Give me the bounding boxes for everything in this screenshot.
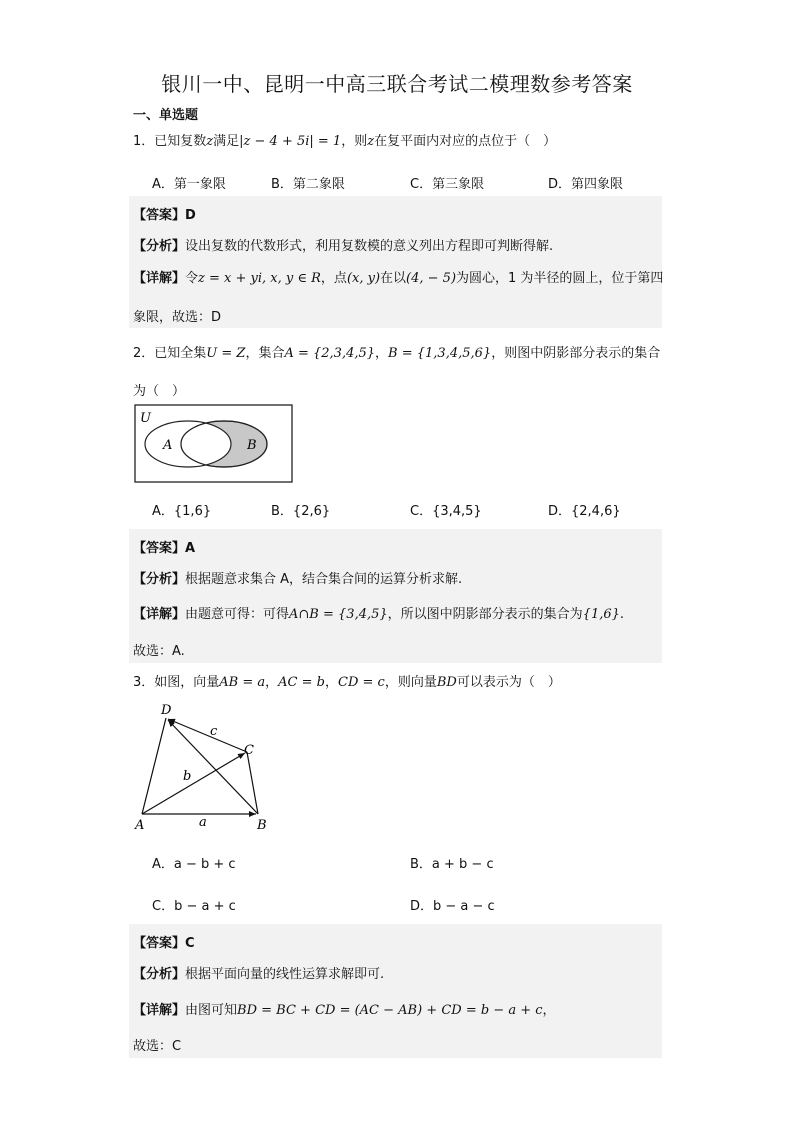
q1-stem-a: 1．已知复数 (133, 134, 207, 149)
vector-label-b: b (183, 769, 192, 784)
q1-analysis: 【分析】设出复数的代数形式，利用复数模的意义列出方程即可判断得解. (133, 239, 554, 254)
q2-detail-line2: 故选：A. (133, 644, 185, 659)
q2-analysis: 【分析】根据题意求集合 A，结合集合间的运算分析求解. (133, 572, 463, 587)
q3-option-c: C．b − a + c (152, 899, 236, 914)
q2-option-a: A．{1,6} (152, 504, 212, 519)
q1-option-b: B．第二象限 (271, 177, 345, 192)
q1-stem-b: 满足 (213, 134, 240, 149)
point-label-a: A (135, 818, 145, 833)
venn-diagram (133, 403, 295, 485)
q3-answer: 【答案】C (133, 936, 195, 951)
page-title: 银川一中、昆明一中高三联合考试二模理数参考答案 (161, 72, 633, 96)
point-label-c: C (244, 743, 254, 758)
q2-stem: 2．已知全集U = Z，集合A = {2,3,4,5}，B = {1,3,4,5,6}，则图中阴影部分表示的集合 (133, 346, 661, 361)
q2-option-d: D．{2,4,6} (548, 504, 621, 519)
vector-label-a: a (199, 815, 207, 830)
q3-option-b: B．a + b − c (410, 857, 494, 872)
q1-equation: |z − 4 + 5i| = 1 (239, 134, 342, 149)
q3-stem: 3．如图，向量AB = a，AC = b，CD = c，则向量BD可以表示为（ ） (133, 675, 561, 690)
q3-option-a: A．a − b + c (152, 857, 236, 872)
q1-option-d: D．第四象限 (548, 177, 624, 192)
q1-stem-c: ，则 (341, 134, 368, 149)
point-label-b: B (257, 818, 267, 833)
point-label-d: D (161, 703, 172, 718)
q1-detail: 【详解】令z = x + yi, x, y ∈ R，点(x, y)在以(4, − 5)为圆心，1 为半径的圆上，位于第四 (133, 271, 664, 286)
q2-solution-box (129, 529, 662, 663)
q3-option-d: D．b − a − c (410, 899, 495, 914)
q1-detail-line2: 象限，故选：D (133, 310, 222, 325)
q1-option-c: C．第三象限 (410, 177, 485, 192)
q2-option-b: B．{2,6} (271, 504, 331, 519)
q2-option-c: C．{3,4,5} (410, 504, 482, 519)
venn-label-u: U (140, 411, 151, 426)
q2-stem-line2: 为（ ） (133, 384, 186, 399)
q1-option-a: A．第一象限 (152, 177, 226, 192)
venn-label-a: A (163, 438, 173, 453)
q3-detail-line2: 故选：C (133, 1039, 182, 1054)
q3-detail: 【详解】由图可知BD = BC + CD = (AC − AB) + CD = b − a + c， (133, 1003, 556, 1018)
vector-figure (130, 700, 280, 836)
segment-ad (142, 718, 166, 814)
q1-answer: 【答案】D (133, 208, 196, 223)
q1-var-z2: z (367, 134, 375, 149)
vector-label-c: c (210, 724, 218, 739)
q1-stem (133, 130, 556, 149)
section-heading: 一、单选题 (133, 108, 199, 123)
q3-analysis: 【分析】根据平面向量的线性运算求解即可. (133, 967, 385, 982)
q1-stem-d: 在复平面内对应的点位于（ ） (374, 134, 557, 149)
q2-answer: 【答案】A (133, 541, 196, 556)
venn-label-b: B (247, 438, 257, 453)
q3-solution-box (129, 924, 662, 1058)
q1-var-z: z (206, 134, 214, 149)
vector-cd (168, 719, 247, 752)
q2-detail: 【详解】由题意可得：可得A∩B = {3,4,5}，所以图中阴影部分表示的集合为{1,6}. (133, 607, 625, 622)
